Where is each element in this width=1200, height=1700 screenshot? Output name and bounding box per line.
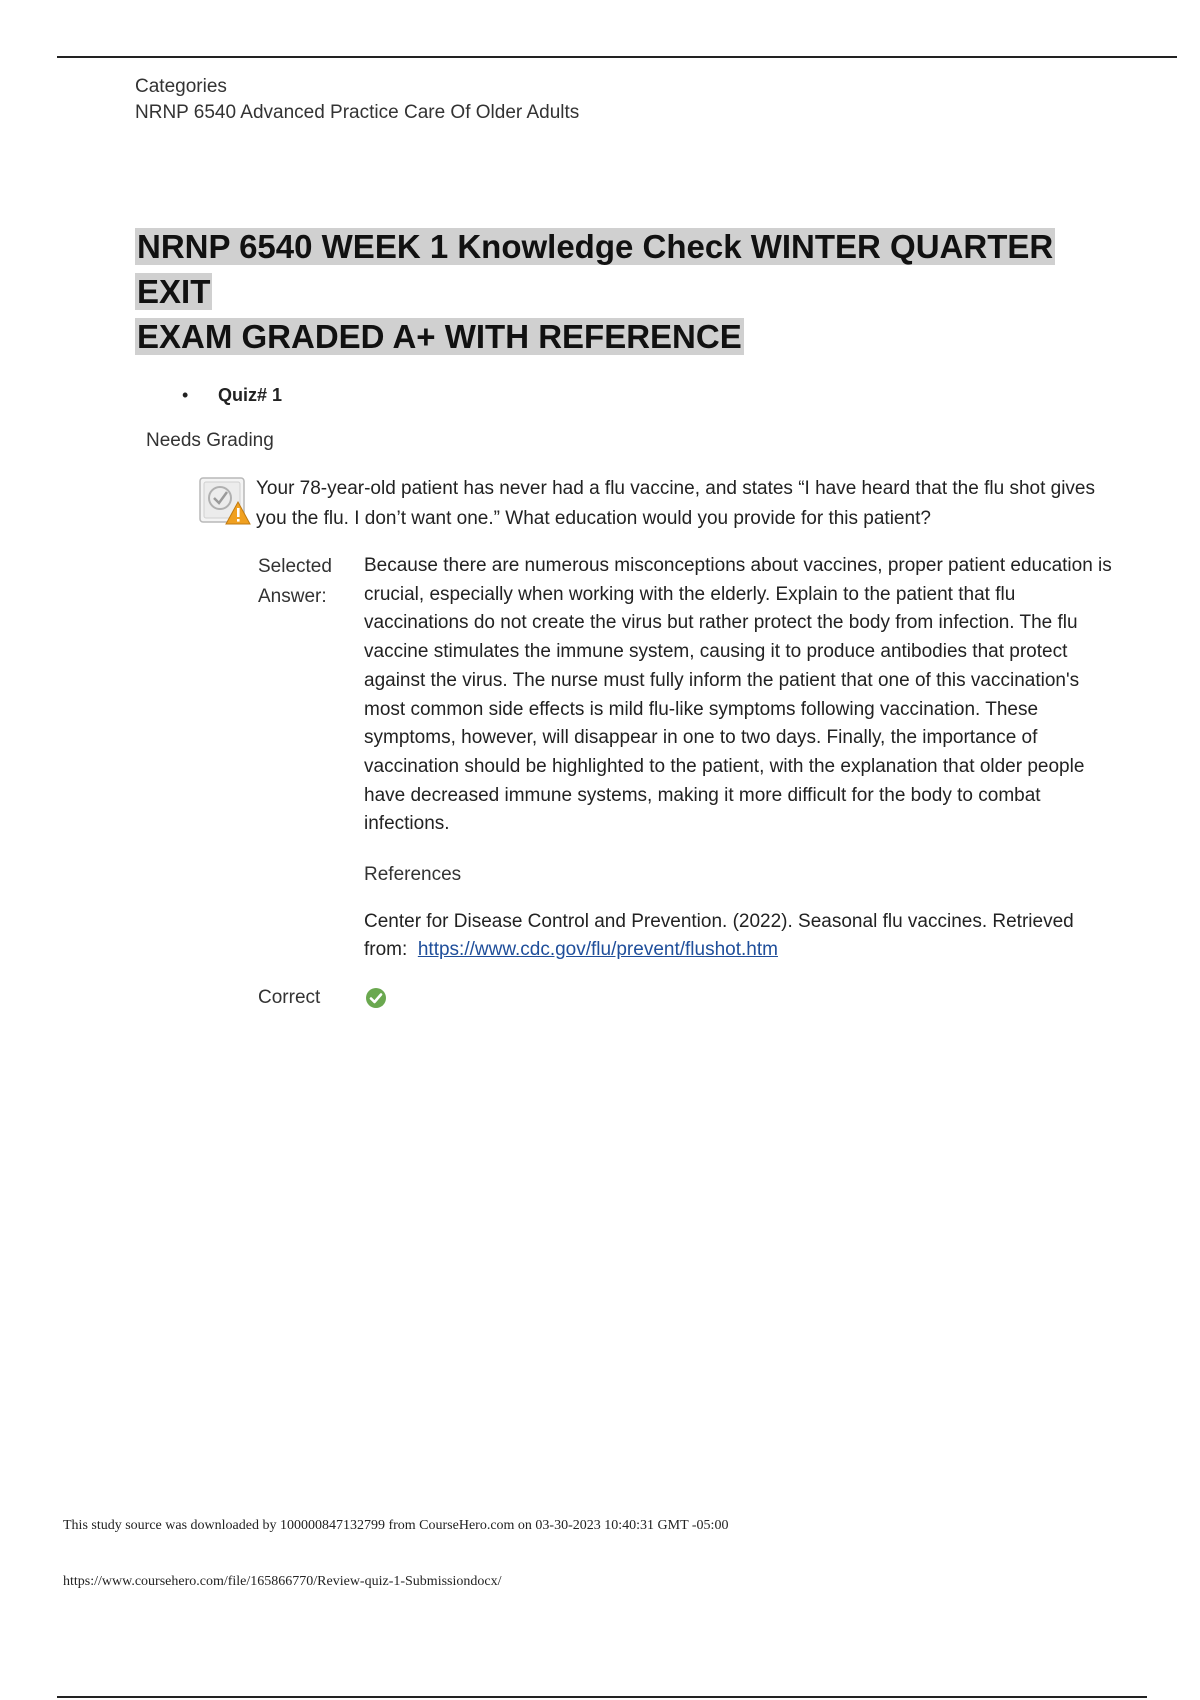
quiz-label: Quiz# 1 <box>218 385 283 405</box>
reference-entry <box>364 908 1124 964</box>
result-label: Correct <box>258 987 321 1008</box>
reference-citation: Center for Disease Control and Prevention. (2022). Seasonal flu vaccines. Retrieved from: <box>364 911 1074 960</box>
category-name: NRNP 6540 Advanced Practice Care Of Older Adults <box>135 102 580 123</box>
source-url: https://www.coursehero.com/file/165866770/Review-quiz-1-Submissiondocx/ <box>63 1574 502 1589</box>
top-divider <box>57 56 1177 58</box>
download-notice: This study source was downloaded by 100000847132799 from CourseHero.com on 03-30-2023 10:40:31 GMT -05:00 <box>63 1518 729 1533</box>
selected-answer-text: Because there are numerous misconceptions about vaccines, proper patient education is crucial, especially when working with the elderly. Explain to the patient that flu vaccinations do not create the virus but rather protect the body from infection. The flu vaccine stimulates the immune system, causing it to produce antibodies that protect against the virus. The nurse must fully inform the patient that one of this vaccination's most common side effects is mild flu-like symptoms following vaccination. These symptoms, however, will disappear in one to two days. Finally, the importance of vaccination should be highlighted to the patient, with the explanation that older people have decreased immune systems, making it more difficult for the body to combat infections. <box>364 555 1112 835</box>
categories-label: Categories <box>135 76 227 97</box>
page-title <box>135 224 1085 359</box>
categories-block <box>135 74 579 126</box>
question-text: Your 78-year-old patient has never had a flu vaccine, and states “I have heard that the flu shot gives you the flu. I don’t want one.” What education would you provide for this patient? <box>256 478 1095 529</box>
quiz-bullet: • <box>182 385 189 405</box>
grading-status: Needs Grading <box>146 430 274 451</box>
reference-link[interactable]: https://www.cdc.gov/flu/prevent/flushot.htm <box>417 939 778 960</box>
check-circle-icon <box>365 987 387 1009</box>
bottom-divider <box>57 1696 1147 1698</box>
page-title-line-2: EXAM GRADED A+ WITH REFERENCE <box>137 318 742 355</box>
needs-grading-icon <box>198 476 254 528</box>
references-heading: References <box>364 864 462 885</box>
selected-answer-label: Selected Answer: <box>258 556 332 607</box>
page-title-line-1: NRNP 6540 WEEK 1 Knowledge Check WINTER QUARTER EXIT <box>137 228 1054 310</box>
